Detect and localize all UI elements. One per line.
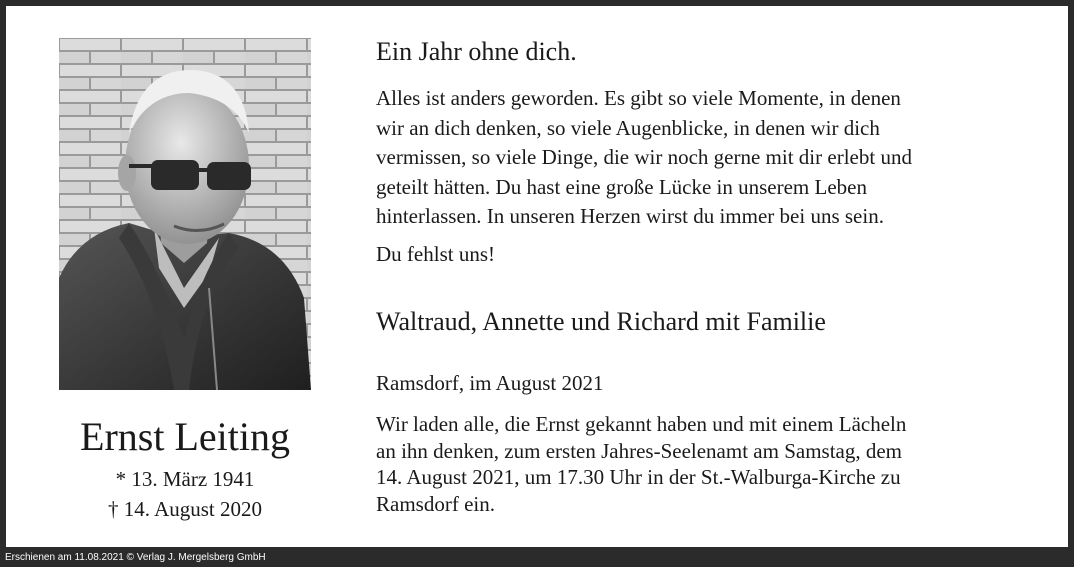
memorial-paragraph <box>376 84 1056 232</box>
publication-credit: Erschienen am 11.08.2021 © Verlag J. Mergelsberg GmbH <box>5 552 266 563</box>
family-signature: Waltraud, Annette und Richard mit Familie <box>376 307 826 336</box>
paragraph-line: vermissen, so viele Dinge, die wir noch gerne mit dir erlebt und <box>376 145 912 169</box>
invitation-paragraph <box>376 411 1056 517</box>
birth-date: * 13. März 1941 <box>115 467 255 491</box>
closing-line: Du fehlst uns! <box>376 242 495 266</box>
invitation-line: Ramsdorf ein. <box>376 491 495 516</box>
invitation-line: 14. August 2021, um 17.30 Uhr in der St.-Walburga-Kirche zu <box>376 465 901 489</box>
paragraph-line: geteilt hätten. Du hast eine große Lücke in unserem Leben <box>376 174 867 199</box>
portrait-photo <box>59 38 311 390</box>
deceased-name: Ernst Leiting <box>80 414 290 459</box>
portrait-image <box>59 38 311 390</box>
headline: Ein Jahr ohne dich. <box>376 37 577 66</box>
place-date: Ramsdorf, im August 2021 <box>376 371 604 395</box>
paragraph-line: wir an dich denken, so viele Augenblicke, in denen wir dich <box>376 115 880 140</box>
invitation-line: an ihn denken, zum ersten Jahres-Seelenamt am Samstag, dem <box>376 438 903 463</box>
paragraph-line: Alles ist anders geworden. Es gibt so viele Momente, in denen <box>376 86 901 110</box>
invitation-line: Wir laden alle, die Ernst gekannt haben und mit einem Lächeln <box>376 412 907 436</box>
paragraph-line: hinterlassen. In unseren Herzen wirst du immer bei uns sein. <box>376 204 884 228</box>
death-date: † 14. August 2020 <box>107 497 262 521</box>
